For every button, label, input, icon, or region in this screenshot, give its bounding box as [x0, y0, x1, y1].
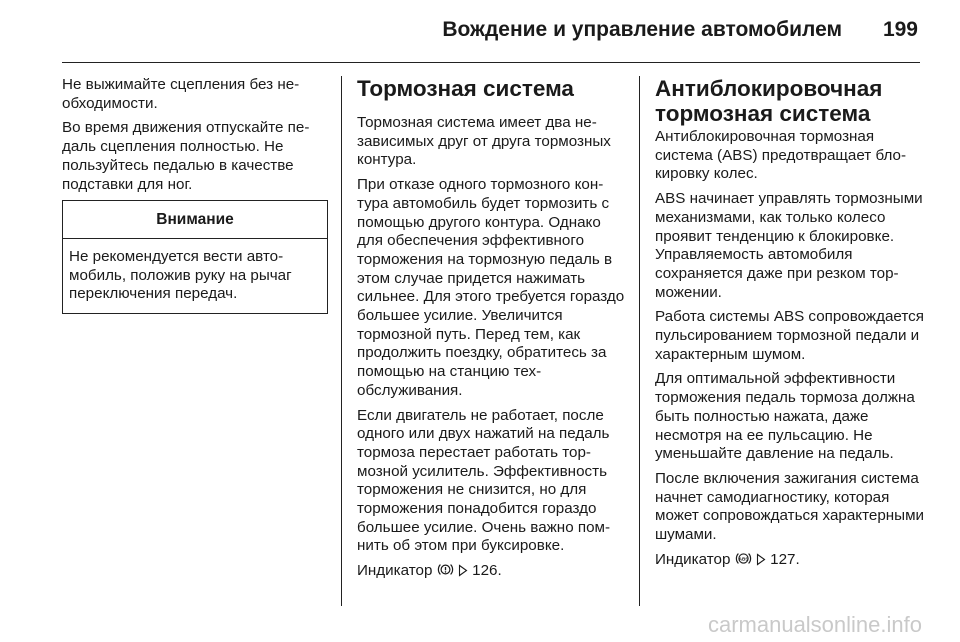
- indicator-label: Индикатор: [655, 550, 731, 568]
- paragraph: ABS начинает управлять тормозными механизмами, как только колесо проявит тенденцию к блокировке. Управляемость автомобиля сохраняется даже при резком торможении.: [655, 190, 923, 301]
- svg-text:ABS: ABS: [738, 556, 749, 562]
- paragraph: При отказе одного тормозного контура автомобиль будет тормозить с помощью другого контура. Однако для обеспечения эффективного торможения на тормозную педаль в этом случае придется нажимать сильнее. Для этого требуется гораздо большее усилие. Увеличится тормозной путь. Перед тем, как продолжить поездку, обратитесь за помощью на станцию техобслуживания.: [357, 176, 625, 399]
- indicator-reference: [655, 551, 930, 572]
- notice-title: Внимание: [63, 201, 327, 239]
- page-header: [62, 0, 920, 63]
- paragraph: Если двигатель не работает, после одного или двух нажатий на педаль тормоза перестает работать тормозной усилитель. Эффективность торможения не снизится, но для торможения понадобится гораздо большее усилие. Очень важно помнить об этом при буксировке.: [357, 406, 611, 555]
- column-3: [655, 76, 930, 577]
- column-divider: [639, 76, 640, 606]
- paragraph: После включения зажигания система начнет самодиагностику, которая может сопровождаться характерными шумами.: [655, 469, 925, 544]
- section-heading: Антиблокировочная тормозная система: [655, 76, 883, 126]
- column-2: [357, 76, 625, 589]
- paragraph: Во время движения отпускайте педаль сцепления полностью. Не пользуйтесь педалью в качестве подставки для ног.: [62, 119, 310, 193]
- indicator-page-ref: 127.: [770, 550, 800, 568]
- abs-warning-icon: [735, 551, 752, 572]
- paragraph: Не выжимайте сцепления без необходимости.: [62, 76, 300, 112]
- brake-warning-icon: [437, 562, 454, 583]
- paragraph: Работа системы ABS сопровождается пульсированием тормозной педали и характерным шумом.: [655, 308, 924, 363]
- page-reference-icon: [756, 553, 766, 572]
- page-title: Вождение и управление автомобилем: [442, 18, 842, 41]
- section-heading: Тормозная система: [357, 76, 574, 101]
- paragraph: Для оптимальной эффективности торможения педаль тормоза должна быть полностью нажата, даже несмотря на ее пульсацию. Не уменьшайте давление на педаль.: [655, 370, 915, 463]
- column-1: [62, 76, 328, 314]
- notice-box: [62, 200, 328, 314]
- paragraph: Антиблокировочная тормозная система (ABS) предотвращает блокировку колес.: [655, 128, 907, 183]
- column-divider: [341, 76, 342, 606]
- notice-text: Не рекомендуется вести автомобиль, положив руку на рычаг переключения передач.: [69, 247, 292, 303]
- indicator-page-ref: 126.: [472, 562, 502, 580]
- watermark: carmanualsonline.info: [707, 612, 922, 637]
- indicator-reference: [357, 562, 625, 583]
- indicator-label: Индикатор: [357, 562, 433, 580]
- page-reference-icon: [458, 564, 468, 583]
- paragraph: Тормозная система имеет два независимых друг от друга тормозных контура.: [357, 114, 611, 169]
- page-number: 199: [882, 18, 918, 41]
